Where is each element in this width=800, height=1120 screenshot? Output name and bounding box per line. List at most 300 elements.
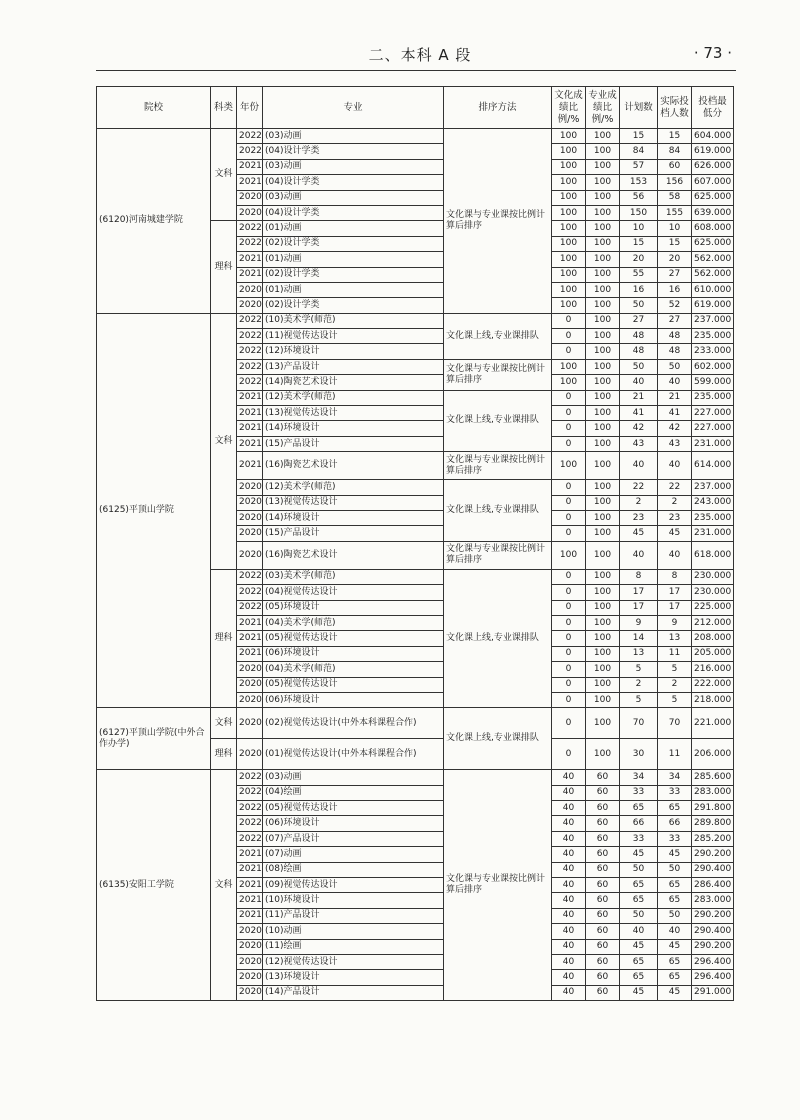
prof-ratio-cell: 100 <box>586 221 620 236</box>
header-culture-ratio: 文化成绩比例/% <box>552 87 586 129</box>
culture-ratio-cell: 40 <box>552 847 586 862</box>
culture-ratio-cell: 0 <box>552 510 586 525</box>
header-method: 排序方法 <box>444 87 552 129</box>
culture-ratio-cell: 0 <box>552 677 586 692</box>
min-score-cell: 218.000 <box>692 692 734 707</box>
major-cell: (06)环境设计 <box>263 692 444 707</box>
major-cell: (10)动画 <box>263 924 444 939</box>
year-cell: 2020 <box>237 985 263 1000</box>
year-cell: 2021 <box>237 252 263 267</box>
plan-cell: 20 <box>620 252 658 267</box>
min-score-cell: 230.000 <box>692 585 734 600</box>
min-score-cell: 285.600 <box>692 770 734 785</box>
major-cell: (12)美术学(师范) <box>263 390 444 405</box>
min-score-cell: 243.000 <box>692 495 734 510</box>
year-cell: 2021 <box>237 646 263 661</box>
major-cell: (14)环境设计 <box>263 421 444 436</box>
plan-cell: 48 <box>620 329 658 344</box>
culture-ratio-cell: 40 <box>552 862 586 877</box>
year-cell: 2021 <box>237 436 263 451</box>
year-cell: 2022 <box>237 816 263 831</box>
culture-ratio-cell: 40 <box>552 816 586 831</box>
prof-ratio-cell: 100 <box>586 436 620 451</box>
culture-ratio-cell: 100 <box>552 267 586 282</box>
min-score-cell: 221.000 <box>692 708 734 739</box>
year-cell: 2020 <box>237 541 263 569</box>
year-cell: 2022 <box>237 785 263 800</box>
plan-cell: 66 <box>620 816 658 831</box>
major-cell: (04)视觉传达设计 <box>263 585 444 600</box>
actual-cell: 2 <box>658 495 692 510</box>
admission-table <box>96 86 734 1001</box>
major-cell: (01)动画 <box>263 252 444 267</box>
actual-cell: 22 <box>658 480 692 495</box>
actual-cell: 48 <box>658 329 692 344</box>
actual-cell: 2 <box>658 677 692 692</box>
plan-cell: 45 <box>620 985 658 1000</box>
actual-cell: 70 <box>658 708 692 739</box>
actual-cell: 50 <box>658 908 692 923</box>
culture-ratio-cell: 40 <box>552 831 586 846</box>
plan-cell: 17 <box>620 600 658 615</box>
min-score-cell: 283.000 <box>692 893 734 908</box>
prof-ratio-cell: 60 <box>586 847 620 862</box>
min-score-cell: 286.400 <box>692 878 734 893</box>
culture-ratio-cell: 100 <box>552 236 586 251</box>
prof-ratio-cell: 100 <box>586 159 620 174</box>
year-cell: 2020 <box>237 282 263 297</box>
major-cell: (13)环境设计 <box>263 970 444 985</box>
prof-ratio-cell: 60 <box>586 770 620 785</box>
sort-method-cell: 文化课上线,专业课排队 <box>444 480 552 542</box>
year-cell: 2021 <box>237 847 263 862</box>
major-cell: (11)绘画 <box>263 939 444 954</box>
plan-cell: 56 <box>620 190 658 205</box>
actual-cell: 27 <box>658 313 692 328</box>
sort-method-cell: 文化课与专业课按比例计算后排序 <box>444 541 552 569</box>
school-name: (6120)河南城建学院 <box>97 129 211 314</box>
plan-cell: 65 <box>620 878 658 893</box>
year-cell: 2021 <box>237 615 263 630</box>
min-score-cell: 227.000 <box>692 406 734 421</box>
culture-ratio-cell: 40 <box>552 785 586 800</box>
min-score-cell: 205.000 <box>692 646 734 661</box>
sort-method-cell: 文化课上线,专业课排队 <box>444 569 552 708</box>
prof-ratio-cell: 60 <box>586 893 620 908</box>
prof-ratio-cell: 100 <box>586 313 620 328</box>
year-cell: 2022 <box>237 569 263 584</box>
school-name: (6125)平顶山学院 <box>97 313 211 708</box>
actual-cell: 11 <box>658 646 692 661</box>
prof-ratio-cell: 100 <box>586 190 620 205</box>
culture-ratio-cell: 100 <box>552 144 586 159</box>
min-score-cell: 235.000 <box>692 390 734 405</box>
major-cell: (01)动画 <box>263 282 444 297</box>
prof-ratio-cell: 60 <box>586 924 620 939</box>
major-cell: (10)美术学(师范) <box>263 313 444 328</box>
actual-cell: 66 <box>658 816 692 831</box>
prof-ratio-cell: 100 <box>586 692 620 707</box>
actual-cell: 50 <box>658 359 692 374</box>
year-cell: 2020 <box>237 298 263 313</box>
actual-cell: 40 <box>658 541 692 569</box>
actual-cell: 27 <box>658 267 692 282</box>
major-cell: (12)环境设计 <box>263 344 444 359</box>
culture-ratio-cell: 0 <box>552 600 586 615</box>
year-cell: 2020 <box>237 495 263 510</box>
prof-ratio-cell: 100 <box>586 739 620 770</box>
prof-ratio-cell: 100 <box>586 569 620 584</box>
culture-ratio-cell: 40 <box>552 770 586 785</box>
prof-ratio-cell: 60 <box>586 985 620 1000</box>
min-score-cell: 562.000 <box>692 252 734 267</box>
year-cell: 2022 <box>237 221 263 236</box>
year-cell: 2022 <box>237 600 263 615</box>
major-cell: (06)环境设计 <box>263 646 444 661</box>
actual-cell: 65 <box>658 893 692 908</box>
culture-ratio-cell: 0 <box>552 344 586 359</box>
min-score-cell: 626.000 <box>692 159 734 174</box>
min-score-cell: 208.000 <box>692 631 734 646</box>
prof-ratio-cell: 100 <box>586 267 620 282</box>
actual-cell: 15 <box>658 236 692 251</box>
subject-category: 文科 <box>211 708 237 739</box>
actual-cell: 84 <box>658 144 692 159</box>
header-year: 年份 <box>237 87 263 129</box>
sort-method-cell: 文化课与专业课按比例计算后排序 <box>444 359 552 390</box>
min-score-cell: 296.400 <box>692 954 734 969</box>
major-cell: (13)视觉传达设计 <box>263 495 444 510</box>
prof-ratio-cell: 100 <box>586 144 620 159</box>
prof-ratio-cell: 100 <box>586 585 620 600</box>
culture-ratio-cell: 100 <box>552 190 586 205</box>
plan-cell: 10 <box>620 221 658 236</box>
plan-cell: 33 <box>620 831 658 846</box>
min-score-cell: 222.000 <box>692 677 734 692</box>
year-cell: 2021 <box>237 862 263 877</box>
actual-cell: 17 <box>658 585 692 600</box>
year-cell: 2021 <box>237 390 263 405</box>
actual-cell: 8 <box>658 569 692 584</box>
plan-cell: 23 <box>620 510 658 525</box>
year-cell: 2022 <box>237 344 263 359</box>
prof-ratio-cell: 100 <box>586 421 620 436</box>
year-cell: 2022 <box>237 129 263 144</box>
year-cell: 2022 <box>237 831 263 846</box>
major-cell: (04)美术学(师范) <box>263 662 444 677</box>
prof-ratio-cell: 100 <box>586 526 620 541</box>
sort-method-cell: 文化课与专业课按比例计算后排序 <box>444 452 552 480</box>
year-cell: 2022 <box>237 329 263 344</box>
culture-ratio-cell: 100 <box>552 541 586 569</box>
culture-ratio-cell: 40 <box>552 970 586 985</box>
year-cell: 2020 <box>237 480 263 495</box>
min-score-cell: 290.400 <box>692 924 734 939</box>
min-score-cell: 610.000 <box>692 282 734 297</box>
major-cell: (07)动画 <box>263 847 444 862</box>
min-score-cell: 604.000 <box>692 129 734 144</box>
prof-ratio-cell: 100 <box>586 495 620 510</box>
major-cell: (01)动画 <box>263 221 444 236</box>
major-cell: (14)陶瓷艺术设计 <box>263 375 444 390</box>
year-cell: 2021 <box>237 159 263 174</box>
actual-cell: 65 <box>658 954 692 969</box>
major-cell: (04)绘画 <box>263 785 444 800</box>
major-cell: (09)视觉传达设计 <box>263 878 444 893</box>
min-score-cell: 625.000 <box>692 236 734 251</box>
year-cell: 2022 <box>237 313 263 328</box>
major-cell: (03)动画 <box>263 190 444 205</box>
min-score-cell: 225.000 <box>692 600 734 615</box>
year-cell: 2022 <box>237 359 263 374</box>
plan-cell: 40 <box>620 452 658 480</box>
sort-method-cell: 文化课上线,专业课排队 <box>444 708 552 770</box>
min-score-cell: 235.000 <box>692 329 734 344</box>
min-score-cell: 231.000 <box>692 526 734 541</box>
year-cell: 2020 <box>237 205 263 220</box>
year-cell: 2021 <box>237 878 263 893</box>
subject-category: 文科 <box>211 313 237 569</box>
major-cell: (15)产品设计 <box>263 526 444 541</box>
culture-ratio-cell: 0 <box>552 662 586 677</box>
year-cell: 2022 <box>237 144 263 159</box>
plan-cell: 65 <box>620 801 658 816</box>
plan-cell: 22 <box>620 480 658 495</box>
culture-ratio-cell: 40 <box>552 893 586 908</box>
year-cell: 2022 <box>237 375 263 390</box>
min-score-cell: 602.000 <box>692 359 734 374</box>
major-cell: (13)产品设计 <box>263 359 444 374</box>
culture-ratio-cell: 0 <box>552 495 586 510</box>
major-cell: (06)环境设计 <box>263 816 444 831</box>
culture-ratio-cell: 0 <box>552 646 586 661</box>
sort-method-cell: 文化课与专业课按比例计算后排序 <box>444 129 552 314</box>
prof-ratio-cell: 100 <box>586 252 620 267</box>
plan-cell: 50 <box>620 908 658 923</box>
year-cell: 2021 <box>237 631 263 646</box>
plan-cell: 40 <box>620 924 658 939</box>
year-cell: 2021 <box>237 421 263 436</box>
header-major: 专业 <box>263 87 444 129</box>
actual-cell: 5 <box>658 662 692 677</box>
plan-cell: 55 <box>620 267 658 282</box>
actual-cell: 23 <box>658 510 692 525</box>
section-title: 二、本科 A 段 <box>368 46 472 64</box>
plan-cell: 65 <box>620 954 658 969</box>
culture-ratio-cell: 100 <box>552 252 586 267</box>
page-number: · 73 · <box>693 44 732 62</box>
culture-ratio-cell: 100 <box>552 282 586 297</box>
plan-cell: 16 <box>620 282 658 297</box>
prof-ratio-cell: 100 <box>586 646 620 661</box>
culture-ratio-cell: 40 <box>552 954 586 969</box>
min-score-cell: 283.000 <box>692 785 734 800</box>
prof-ratio-cell: 100 <box>586 129 620 144</box>
min-score-cell: 639.000 <box>692 205 734 220</box>
plan-cell: 2 <box>620 677 658 692</box>
table-header-row <box>97 87 734 129</box>
prof-ratio-cell: 100 <box>586 677 620 692</box>
min-score-cell: 206.000 <box>692 739 734 770</box>
actual-cell: 5 <box>658 692 692 707</box>
plan-cell: 43 <box>620 436 658 451</box>
actual-cell: 50 <box>658 862 692 877</box>
year-cell: 2021 <box>237 893 263 908</box>
min-score-cell: 289.800 <box>692 816 734 831</box>
plan-cell: 15 <box>620 129 658 144</box>
major-cell: (12)美术学(师范) <box>263 480 444 495</box>
culture-ratio-cell: 0 <box>552 480 586 495</box>
prof-ratio-cell: 60 <box>586 862 620 877</box>
year-cell: 2020 <box>237 924 263 939</box>
major-cell: (03)动画 <box>263 770 444 785</box>
culture-ratio-cell: 0 <box>552 313 586 328</box>
year-cell: 2020 <box>237 739 263 770</box>
actual-cell: 52 <box>658 298 692 313</box>
min-score-cell: 237.000 <box>692 480 734 495</box>
plan-cell: 15 <box>620 236 658 251</box>
plan-cell: 42 <box>620 421 658 436</box>
min-score-cell: 607.000 <box>692 175 734 190</box>
min-score-cell: 290.400 <box>692 862 734 877</box>
culture-ratio-cell: 0 <box>552 421 586 436</box>
year-cell: 2022 <box>237 585 263 600</box>
plan-cell: 2 <box>620 495 658 510</box>
culture-ratio-cell: 100 <box>552 359 586 374</box>
sort-method-cell: 文化课上线,专业课排队 <box>444 390 552 452</box>
actual-cell: 65 <box>658 878 692 893</box>
plan-cell: 8 <box>620 569 658 584</box>
year-cell: 2020 <box>237 526 263 541</box>
culture-ratio-cell: 40 <box>552 908 586 923</box>
culture-ratio-cell: 100 <box>552 375 586 390</box>
plan-cell: 50 <box>620 359 658 374</box>
major-cell: (11)产品设计 <box>263 908 444 923</box>
culture-ratio-cell: 0 <box>552 739 586 770</box>
actual-cell: 34 <box>658 770 692 785</box>
actual-cell: 42 <box>658 421 692 436</box>
plan-cell: 40 <box>620 375 658 390</box>
plan-cell: 27 <box>620 313 658 328</box>
plan-cell: 9 <box>620 615 658 630</box>
prof-ratio-cell: 100 <box>586 390 620 405</box>
actual-cell: 10 <box>658 221 692 236</box>
plan-cell: 41 <box>620 406 658 421</box>
major-cell: (03)动画 <box>263 159 444 174</box>
prof-ratio-cell: 100 <box>586 452 620 480</box>
major-cell: (10)环境设计 <box>263 893 444 908</box>
major-cell: (03)动画 <box>263 129 444 144</box>
culture-ratio-cell: 0 <box>552 406 586 421</box>
prof-ratio-cell: 60 <box>586 970 620 985</box>
year-cell: 2020 <box>237 954 263 969</box>
actual-cell: 11 <box>658 739 692 770</box>
major-cell: (02)设计学类 <box>263 267 444 282</box>
year-cell: 2021 <box>237 908 263 923</box>
actual-cell: 16 <box>658 282 692 297</box>
min-score-cell: 231.000 <box>692 436 734 451</box>
year-cell: 2020 <box>237 677 263 692</box>
prof-ratio-cell: 100 <box>586 615 620 630</box>
year-cell: 2021 <box>237 175 263 190</box>
actual-cell: 41 <box>658 406 692 421</box>
major-cell: (15)产品设计 <box>263 436 444 451</box>
prof-ratio-cell: 60 <box>586 816 620 831</box>
plan-cell: 34 <box>620 770 658 785</box>
min-score-cell: 618.000 <box>692 541 734 569</box>
plan-cell: 45 <box>620 939 658 954</box>
culture-ratio-cell: 0 <box>552 585 586 600</box>
culture-ratio-cell: 0 <box>552 708 586 739</box>
prof-ratio-cell: 100 <box>586 662 620 677</box>
culture-ratio-cell: 100 <box>552 298 586 313</box>
min-score-cell: 296.400 <box>692 970 734 985</box>
actual-cell: 20 <box>658 252 692 267</box>
actual-cell: 156 <box>658 175 692 190</box>
actual-cell: 40 <box>658 452 692 480</box>
actual-cell: 45 <box>658 526 692 541</box>
actual-cell: 33 <box>658 785 692 800</box>
major-cell: (03)美术学(师范) <box>263 569 444 584</box>
plan-cell: 50 <box>620 862 658 877</box>
plan-cell: 45 <box>620 847 658 862</box>
subject-category: 文科 <box>211 129 237 221</box>
subject-category: 理科 <box>211 221 237 313</box>
actual-cell: 40 <box>658 375 692 390</box>
culture-ratio-cell: 100 <box>552 159 586 174</box>
actual-cell: 15 <box>658 129 692 144</box>
prof-ratio-cell: 100 <box>586 510 620 525</box>
table-row <box>97 313 734 328</box>
culture-ratio-cell: 40 <box>552 985 586 1000</box>
plan-cell: 70 <box>620 708 658 739</box>
major-cell: (04)设计学类 <box>263 205 444 220</box>
min-score-cell: 285.200 <box>692 831 734 846</box>
year-cell: 2021 <box>237 452 263 480</box>
plan-cell: 50 <box>620 298 658 313</box>
min-score-cell: 216.000 <box>692 662 734 677</box>
actual-cell: 65 <box>658 970 692 985</box>
year-cell: 2020 <box>237 692 263 707</box>
prof-ratio-cell: 100 <box>586 480 620 495</box>
culture-ratio-cell: 40 <box>552 924 586 939</box>
min-score-cell: 233.000 <box>692 344 734 359</box>
year-cell: 2020 <box>237 708 263 739</box>
prof-ratio-cell: 100 <box>586 631 620 646</box>
major-cell: (11)视觉传达设计 <box>263 329 444 344</box>
major-cell: (14)环境设计 <box>263 510 444 525</box>
actual-cell: 40 <box>658 924 692 939</box>
actual-cell: 60 <box>658 159 692 174</box>
min-score-cell: 227.000 <box>692 421 734 436</box>
culture-ratio-cell: 100 <box>552 205 586 220</box>
major-cell: (02)设计学类 <box>263 236 444 251</box>
header-subject: 科类 <box>211 87 237 129</box>
prof-ratio-cell: 100 <box>586 329 620 344</box>
major-cell: (13)视觉传达设计 <box>263 406 444 421</box>
culture-ratio-cell: 40 <box>552 939 586 954</box>
culture-ratio-cell: 40 <box>552 801 586 816</box>
actual-cell: 43 <box>658 436 692 451</box>
year-cell: 2022 <box>237 770 263 785</box>
prof-ratio-cell: 100 <box>586 406 620 421</box>
prof-ratio-cell: 100 <box>586 541 620 569</box>
actual-cell: 45 <box>658 939 692 954</box>
plan-cell: 13 <box>620 646 658 661</box>
major-cell: (14)产品设计 <box>263 985 444 1000</box>
major-cell: (07)产品设计 <box>263 831 444 846</box>
min-score-cell: 619.000 <box>692 298 734 313</box>
